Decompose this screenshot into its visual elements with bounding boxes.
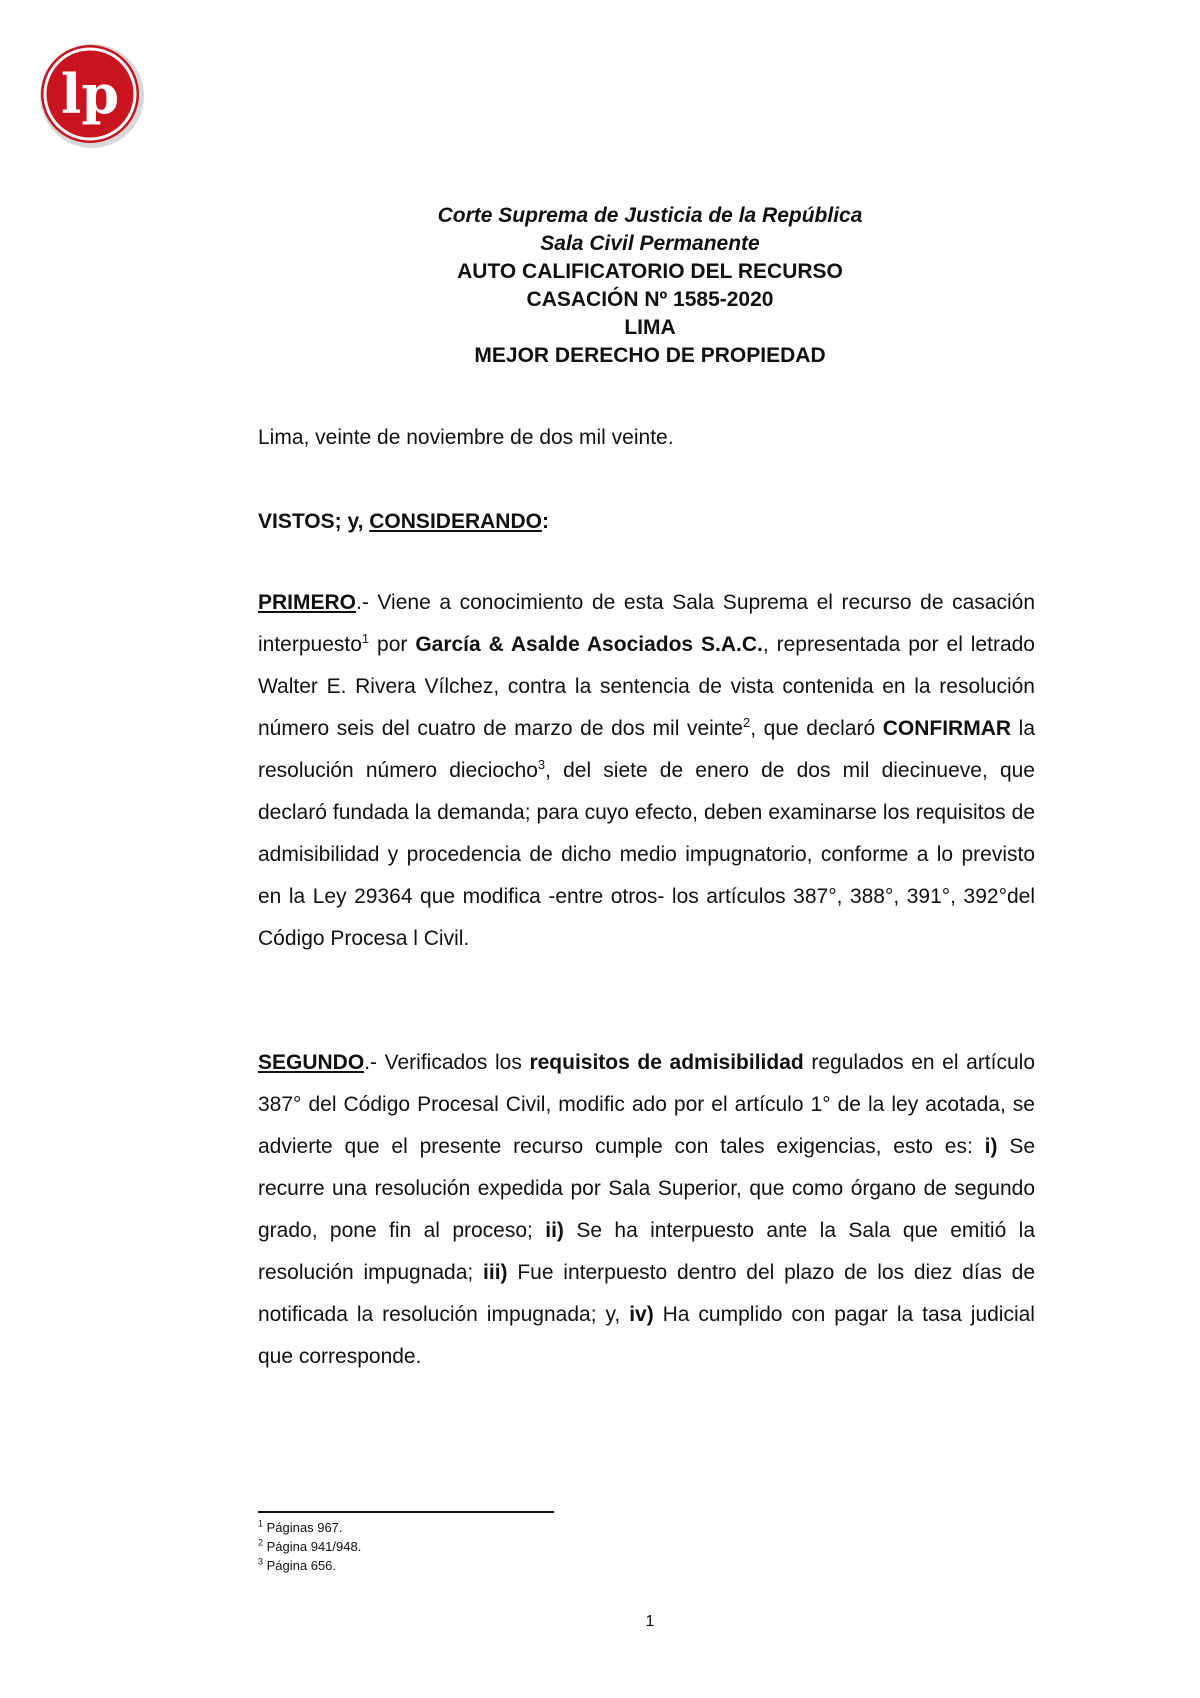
- paragraph-primero: [258, 582, 1035, 960]
- primero-text-5: la resolución número dieciocho: [258, 717, 1035, 782]
- primero-label: PRIMERO: [258, 591, 357, 614]
- roman-iii: iii): [483, 1261, 508, 1284]
- case-matter: MEJOR DERECHO DE PROPIEDAD: [474, 344, 826, 367]
- segundo-text-1: .- Verificados los: [364, 1051, 530, 1074]
- segundo-text-4: Se ha interpuesto ante la Sala que emitió la resolución impugnada;: [258, 1219, 1035, 1284]
- vistos-colon: :: [541, 510, 549, 533]
- roman-ii: ii): [545, 1219, 564, 1242]
- roman-i: i): [984, 1135, 998, 1158]
- footnote-mark-2: 2: [258, 1537, 264, 1548]
- document-header: [0, 202, 1200, 370]
- footnotes: [258, 1518, 361, 1575]
- footnote-ref-1: 1: [361, 631, 370, 646]
- lp-logo-text: lp: [60, 62, 120, 126]
- primero-text-6: , del siete de enero de dos mil diecinueve, que declaró fundada la demanda; para cuyo efecto, deben examinarse los requisitos de admisibilidad y procedencia de dicho medio impugnatorio, conforme a lo previsto en la Ley 29364 que modifica -entre otros- los artículos 387°, 388°, 391°, 392°del Código Procesa l Civil.: [258, 759, 1035, 950]
- segundo-text-6: Ha cumplido con pagar la tasa judicial que corresponde.: [258, 1303, 1035, 1368]
- segundo-label: SEGUNDO: [258, 1051, 365, 1074]
- vistos-line: [258, 508, 549, 536]
- footnote-separator: [258, 1511, 554, 1513]
- case-location: LIMA: [624, 316, 676, 339]
- primero-text-3: , representada por el letrado Walter E. Rivera Vílchez, contra la sentencia de vista contenida en la resolución número seis del cuatro de marzo de dos mil veinte: [258, 633, 1035, 740]
- appellant-name: García & Asalde Asociados S.A.C.: [415, 633, 763, 656]
- footnote-text-1: Páginas 967.: [263, 1520, 343, 1535]
- lp-logo: [38, 42, 146, 150]
- page-number: 1: [645, 1613, 655, 1630]
- footnote-mark-1: 1: [258, 1518, 264, 1529]
- footnote-mark-3: 3: [258, 1556, 264, 1567]
- segundo-text-5: Fue interpuesto dentro del plazo de los diez días de notificada la resolución impugnada; y,: [258, 1261, 1036, 1326]
- date-line: Lima, veinte de noviembre de dos mil veinte.: [258, 426, 674, 449]
- roman-iv: iv): [629, 1303, 654, 1326]
- segundo-text-2: regulados en el artículo 387° del Código Procesal Civil, modific ado por el artículo 1° de la ley acotada, se advierte que el presente recurso cumple con tales exigencias, esto es:: [258, 1051, 1035, 1158]
- confirmar-word: CONFIRMAR: [882, 717, 1012, 740]
- primero-text-4: , que declaró: [750, 717, 883, 740]
- paragraph-segundo: [258, 1042, 1035, 1378]
- document-type: AUTO CALIFICATORIO DEL RECURSO: [457, 260, 843, 283]
- considerando-label: CONSIDERANDO: [369, 510, 542, 533]
- segundo-text-3: Se recurre una resolución expedida por Sala Superior, que como órgano de segundo grado, pone fin al proceso;: [258, 1135, 1035, 1242]
- footnote-3: [258, 1556, 361, 1575]
- case-number: CASACIÓN Nº 1585-2020: [526, 288, 774, 311]
- court-name: Corte Suprema de Justicia de la República: [437, 204, 863, 227]
- footnote-text-2: Página 941/948.: [263, 1539, 362, 1554]
- chamber-name: Sala Civil Permanente: [540, 232, 760, 255]
- footnote-ref-3: 3: [537, 757, 546, 772]
- footnote-1: [258, 1518, 361, 1537]
- vistos-lead: VISTOS; y,: [258, 510, 370, 533]
- admisibilidad-phrase: requisitos de admisibilidad: [529, 1051, 804, 1074]
- footnote-text-3: Página 656.: [263, 1558, 337, 1573]
- footnote-ref-2: 2: [742, 715, 751, 730]
- primero-text-2: por: [369, 633, 416, 656]
- footnote-2: [258, 1537, 361, 1556]
- primero-text-1: .- Viene a conocimiento de esta Sala Suprema el recurso de casación interpuesto: [258, 591, 1035, 656]
